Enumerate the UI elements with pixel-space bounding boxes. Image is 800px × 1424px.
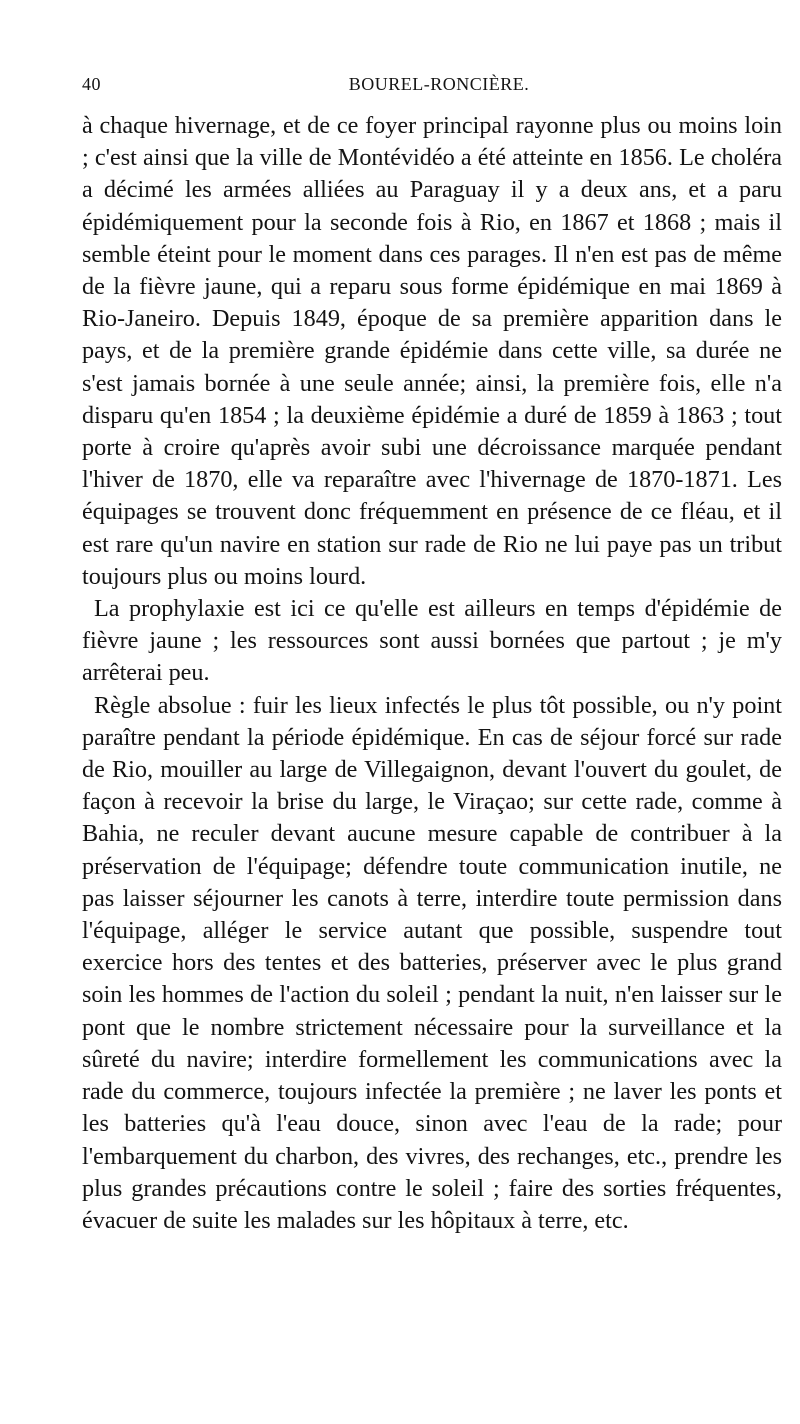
running-title: BOUREL-RONCIÈRE. — [348, 74, 530, 94]
page-number: 40 — [82, 74, 101, 94]
body-text — [82, 110, 782, 1237]
paragraph-1: à chaque hivernage, et de ce foyer principal rayonne plus ou moins loin ; c'est ainsi que la ville de Montévidéo a été atteinte en 1856. Le choléra a décimé les armées alliées au Paraguay il y a deux ans, et a paru épidémiquement pour la seconde fois à Rio, en 1867 et 1868 ; mais il semble éteint pour le moment dans ces parages. Il n'en est pas de même de la fièvre jaune, qui a reparu sous forme épidémique en mai 1869 à Rio-Janeiro. Depuis 1849, époque de sa première apparition dans le pays, et de la première grande épidémie dans cette ville, sa durée ne s'est jamais bornée à une seule année; ainsi, la première fois, elle n'a disparu qu'en 1854 ; la deuxième épidémie a duré de 1859 à 1863 ; tout porte à croire qu'après avoir subi une décroissance marquée pendant l'hiver de 1870, elle va reparaître avec l'hivernage de 1870-1871. Les équipages se trouvent donc fréquemment en présence de ce fléau, et il est rare qu'un navire en station sur rade de Rio ne lui paye pas un tribut toujours plus ou moins lourd. — [82, 112, 782, 590]
running-head — [58, 74, 780, 100]
paragraph-3: Règle absolue : fuir les lieux infectés le plus tôt possible, ou n'y point paraître pendant la période épidémique. En cas de séjour forcé sur rade de Rio, mouiller au large de Villegaignon, devant l'ouvert du goulet, de façon à recevoir la brise du large, le Viraçao; sur cette rade, comme à Bahia, ne reculer devant aucune mesure capable de contribuer à la préservation de l'équipage; défendre toute communication inutile, ne pas laisser séjourner les canots à terre, interdire toute permission dans l'équipage, alléger le service autant que possible, suspendre tout exercice hors des tentes et des batteries, préserver avec le plus grand soin les hommes de l'action du soleil ; pendant la nuit, n'en laisser sur le pont que le nombre strictement nécessaire pour la surveillance et la sûreté du navire; interdire formellement les communications avec la rade du commerce, toujours infectée la première ; ne laver les ponts et les batteries qu'à l'eau douce, sinon avec l'eau de la rade; pour l'embarquement du charbon, des vivres, des rechanges, etc., prendre les plus grandes précautions contre le soleil ; faire des sorties fréquentes, évacuer de suite les malades sur les hôpitaux à terre, etc. — [82, 691, 782, 1234]
paragraph-2: La prophylaxie est ici ce qu'elle est ailleurs en temps d'épidémie de fièvre jaune ; les ressources sont aussi bornées que partout ; je m'y arrêterai peu. — [82, 595, 782, 687]
